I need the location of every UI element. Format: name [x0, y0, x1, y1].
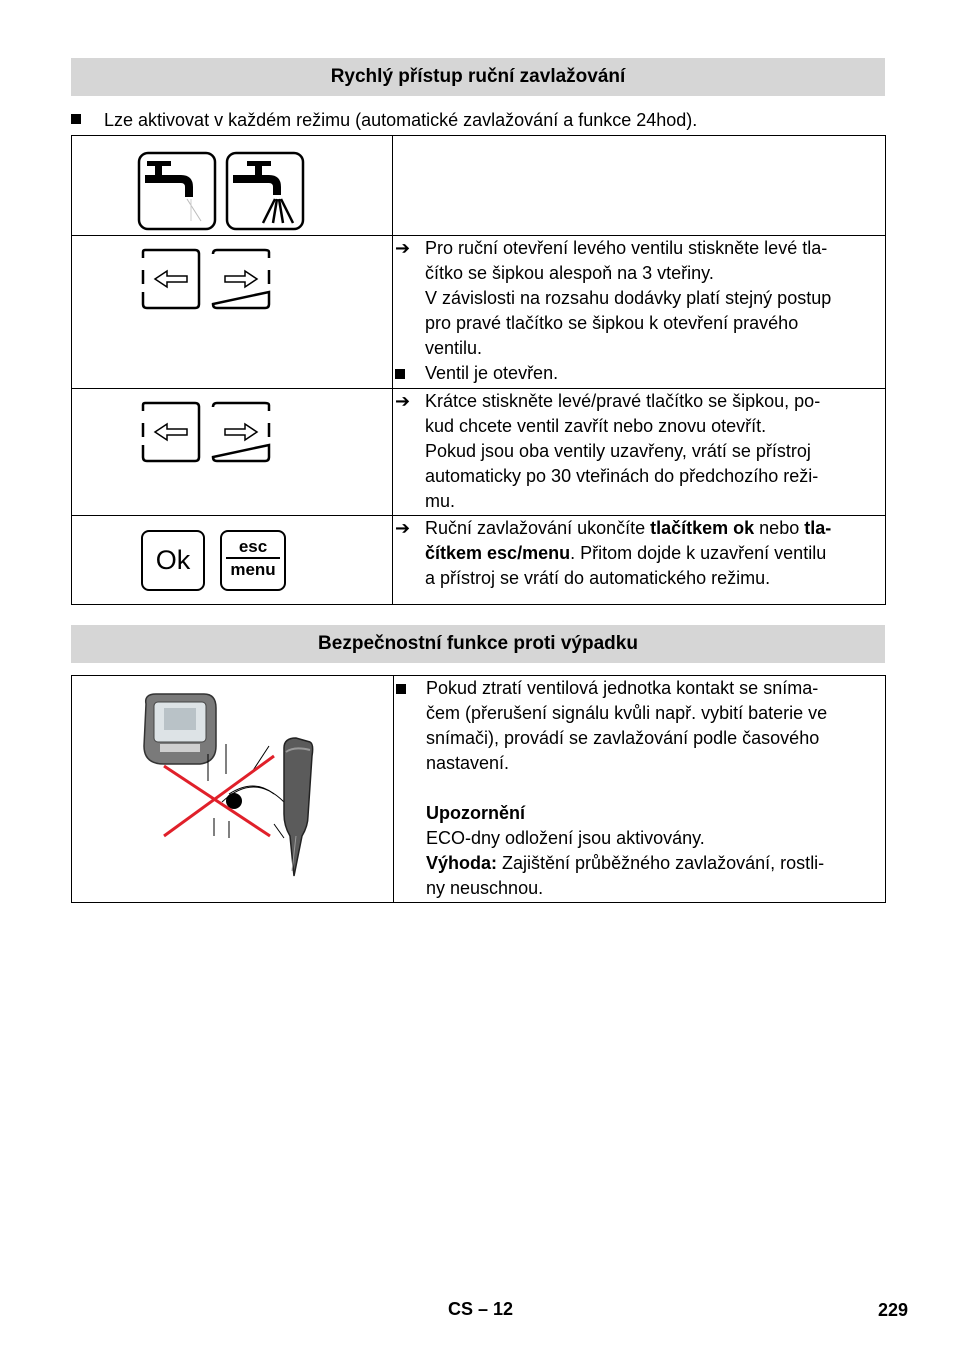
spacer — [426, 776, 885, 801]
text-line: snímači), provádí se zavlažování podle časového — [426, 728, 820, 748]
table-row — [72, 236, 886, 389]
text-cell — [394, 676, 886, 903]
tap-icons — [137, 151, 317, 241]
text-line: Ruční zavlažování ukončíte tlačítkem ok nebo tla- — [425, 518, 832, 538]
soil-sensor-icon — [284, 738, 313, 876]
ok-key-icon: Ok — [141, 530, 205, 591]
tap-closed-icon — [139, 153, 215, 229]
text-cell — [393, 236, 886, 389]
text-line: ny neuschnou. — [426, 878, 544, 898]
benefit-line: Výhoda: Zajištění průběžného zavlažování, rostli- — [426, 853, 825, 873]
intro-bullet — [71, 108, 885, 132]
text-line: kud chcete ventil zavřít nebo znovu otevřít. — [425, 416, 767, 436]
instruction-item — [393, 389, 885, 514]
text-line: automaticky po 30 vteřinách do předchozího reži- — [425, 466, 819, 486]
info-item — [394, 676, 885, 901]
note-text: ECO-dny odložení jsou aktivovány. — [426, 828, 705, 848]
icon-cell — [72, 136, 393, 236]
arrow-right-icon: ➔ — [395, 391, 411, 411]
sensor-signal-loss-illustration — [134, 686, 334, 896]
square-bullet-icon — [396, 684, 406, 694]
text-line: Ventil je otevřen. — [425, 363, 559, 383]
icon-cell — [72, 389, 393, 516]
instruction-item — [393, 236, 885, 361]
esc-label: esc — [226, 537, 280, 559]
text-line: mu. — [425, 491, 456, 511]
text-line: V závislosti na rozsahu dodávky platí stejný postup — [425, 288, 832, 308]
text-line: nastavení. — [426, 753, 510, 773]
left-arrow-key-icon — [143, 403, 199, 461]
text-line: a přístroj se vrátí do automatického režimu. — [425, 568, 771, 588]
arrow-keys — [141, 401, 281, 465]
text-cell — [393, 389, 886, 516]
text-line: Pokud ztratí ventilová jednotka kontakt se sníma- — [426, 678, 819, 698]
left-arrow-key-icon — [143, 250, 199, 308]
result-item — [393, 361, 885, 386]
table-row — [72, 136, 886, 236]
valve-unit-icon — [144, 694, 216, 764]
right-arrow-key-icon — [213, 250, 269, 308]
table-row — [72, 676, 886, 903]
table-row — [72, 389, 886, 516]
text-cell — [393, 516, 886, 605]
text-line: čem (přerušení signálu kvůli např. vybití baterie ve — [426, 703, 828, 723]
text-line: čítko se šipkou alespoň na 3 vteřiny. — [425, 263, 714, 283]
menu-label: menu — [230, 560, 276, 579]
manual-irrigation-table — [71, 135, 886, 605]
tap-open-icon — [227, 153, 303, 229]
cross-icon — [164, 756, 274, 836]
note-title: Upozornění — [426, 803, 525, 823]
square-bullet-icon — [395, 369, 405, 379]
text-line: pro pravé tlačítko se šipkou k otevření pravého — [425, 313, 799, 333]
section-title-safety-function: Bezpečnostní funkce proti výpadku — [71, 625, 885, 663]
icon-cell — [72, 516, 393, 605]
instruction-item — [393, 516, 885, 591]
text-cell — [393, 136, 886, 236]
right-arrow-key-icon — [213, 403, 269, 461]
arrow-right-icon: ➔ — [395, 238, 411, 258]
section-title-manual-irrigation: Rychlý přístup ruční zavlažování — [71, 58, 885, 96]
table-row — [72, 516, 886, 605]
intro-text: Lze aktivovat v každém režimu (automatické zavlažování a funkce 24hod). — [104, 110, 698, 130]
text-line: čítkem esc/menu. Přitom dojde k uzavření ventilu — [425, 543, 827, 563]
arrow-keys — [141, 248, 281, 312]
text-line: Pokud jsou oba ventily uzavřeny, vrátí se přístroj — [425, 441, 811, 461]
esc-menu-key-icon — [220, 530, 286, 591]
safety-function-table — [71, 675, 886, 903]
square-bullet-icon — [71, 114, 81, 124]
text-line: ventilu. — [425, 338, 483, 358]
text-line: Pro ruční otevření levého ventilu stiskněte levé tla- — [425, 238, 828, 258]
footer-section-label: CS – 12 — [448, 1299, 514, 1319]
icon-cell — [72, 236, 393, 389]
sensor-dot-icon — [226, 793, 242, 809]
arrow-right-icon: ➔ — [395, 518, 411, 538]
page-number: 229 — [878, 1300, 909, 1320]
text-line: Krátce stiskněte levé/pravé tlačítko se šipkou, po- — [425, 391, 821, 411]
icon-cell — [72, 676, 394, 903]
